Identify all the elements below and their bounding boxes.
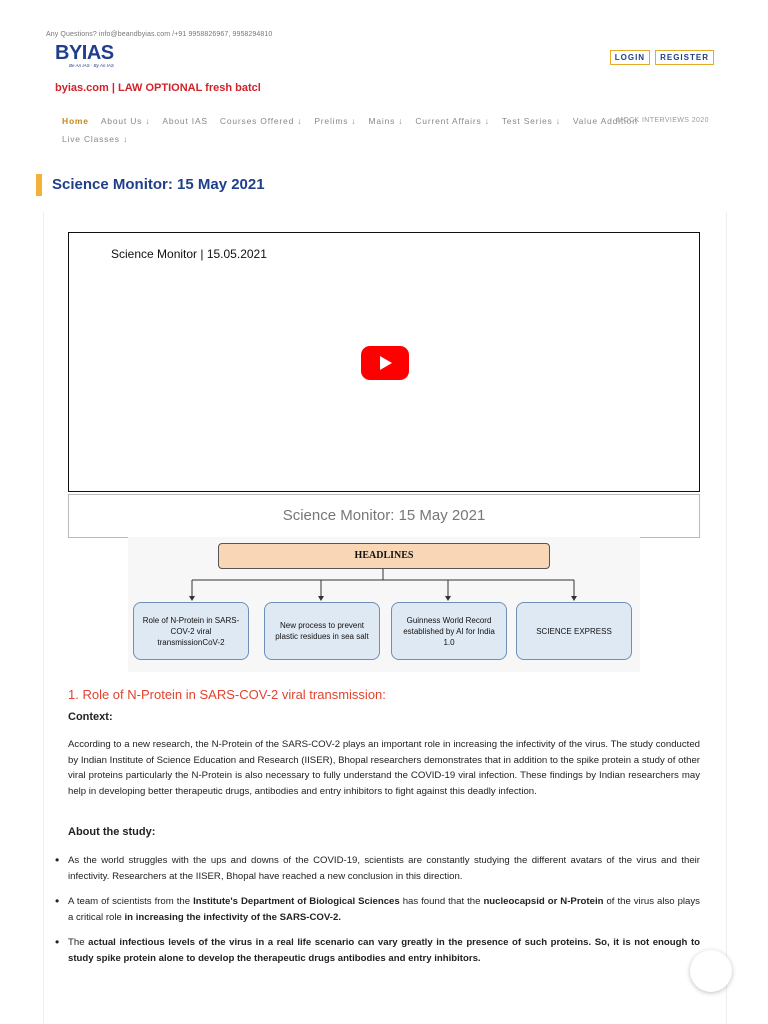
youtube-play-icon[interactable]: [361, 346, 409, 380]
contact-topbar: Any Questions? info@beandbyias.com /+91 9958826967, 9958294810: [46, 31, 273, 38]
login-button[interactable]: LOGIN: [610, 50, 650, 65]
nav-row-2: [62, 130, 722, 148]
main-nav: [62, 112, 722, 148]
nav-prelims[interactable]: Prelims ↓: [314, 116, 357, 126]
headlines-box: HEADLINES: [218, 543, 550, 569]
announcement-marquee[interactable]: byias.com | LAW OPTIONAL fresh batcl: [55, 82, 261, 94]
video-title[interactable]: Science Monitor | 15.05.2021: [111, 247, 267, 261]
list-item: [55, 935, 700, 966]
text-run: of the virus also plays a critical role: [68, 896, 700, 923]
text-run-bold: nucleocapsid or N-Protein: [483, 896, 604, 907]
nav-value-addition[interactable]: Value Addition: [572, 116, 638, 126]
nav-home[interactable]: Home: [62, 116, 89, 126]
context-label: Context:: [68, 711, 113, 723]
text-run-bold: actual infectious levels of the virus in a real life scenario can vary greatly in the presence of such proteins. So, it is not enough to study spike protein alone to develop the therapeutic drugs antibodies and entry inhibitors.: [68, 937, 700, 964]
text-run-bold: in increasing the infectivity of the SARS-COV-2.: [124, 911, 341, 923]
page-title: Science Monitor: 15 May 2021: [36, 174, 265, 196]
text-run: has found that the: [399, 896, 484, 907]
nav-mock-interviews[interactable]: MOCK INTERVIEWS 2020: [617, 117, 709, 124]
nav-current-affairs[interactable]: Current Affairs ↓: [415, 116, 490, 126]
context-paragraph: According to a new research, the N-Protein of the SARS-COV-2 plays an important role in increasing the infectivity of the virus. The study conducted by Indian Institute of Science Education and Research (IISER), Bhopal researchers demonstrates that in addition to the spike protein a study of other viral proteins particularly the N-Protein is also necessary to fully understand the COVID-19 viral infection. These findings by Indian researchers may help in developing better therapeutic drugs, antibodies and entry inhibitors to fight against this deadly infection.: [68, 739, 700, 797]
nav-about-us[interactable]: About Us ↓: [100, 116, 151, 126]
site-logo[interactable]: [55, 42, 125, 72]
headline-node-3: Guinness World Record established by AI for India 1.0: [391, 602, 507, 660]
list-item: • As the world struggles with the ups and downs of the COVID-19, scientists are constantly studying the different avatars of the virus and their infectivity. Researchers at the IISER, Bhopal have reached a new conclusion in this direction.: [55, 853, 700, 884]
nav-mains[interactable]: Mains ↓: [368, 116, 404, 126]
nav-live-classes[interactable]: Live Classes ↓: [62, 134, 128, 144]
logo-tagline: Be An IAS · By An IAS: [69, 63, 114, 68]
headline-node-1: Role of N-Protein in SARS-COV-2 viral transmissionCoV-2: [133, 602, 249, 660]
headline-node-2: New process to prevent plastic residues in sea salt: [264, 602, 380, 660]
auth-buttons: [610, 50, 714, 65]
video-embed[interactable]: [68, 232, 700, 492]
section-heading: 1. Role of N-Protein in SARS-COV-2 viral transmission:: [68, 687, 386, 702]
headlines-diagram: [128, 537, 640, 672]
list-item: [55, 894, 700, 925]
nav-test-series[interactable]: Test Series ↓: [501, 116, 561, 126]
text-run-bold: Institute's Department of Biological Sciences: [193, 896, 400, 907]
floating-action-button[interactable]: [690, 950, 732, 992]
logo-text: BYIAS: [55, 42, 114, 64]
headline-node-4: SCIENCE EXPRESS: [516, 602, 632, 660]
text-run: A team of scientists from the: [68, 896, 194, 907]
nav-about-ias[interactable]: About IAS: [162, 116, 208, 126]
study-bullets: [55, 853, 700, 976]
text-run: The: [68, 937, 89, 948]
nav-courses-offered[interactable]: Courses Offered ↓: [219, 116, 303, 126]
about-study-label: About the study:: [68, 826, 156, 838]
register-button[interactable]: REGISTER: [655, 50, 714, 65]
banner-title: Science Monitor: 15 May 2021: [68, 494, 700, 538]
